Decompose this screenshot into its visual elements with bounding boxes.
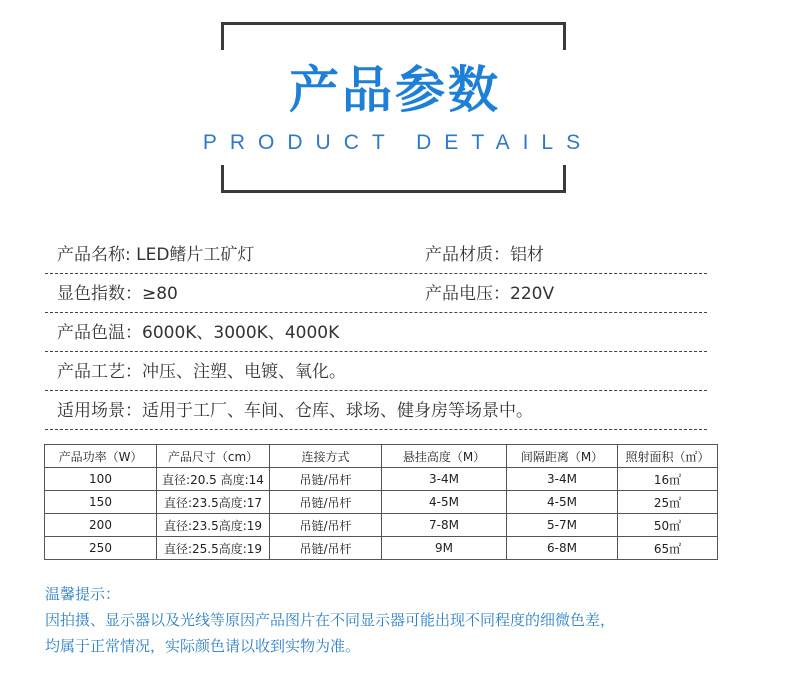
column-header-size: 产品尺寸（cm） [157,445,270,468]
spec-process: 产品工艺：冲压、注塑、电镀、氧化。 [57,362,346,382]
table-cell: 25㎡ [618,491,718,514]
column-header-hanging-height: 悬挂高度（M） [382,445,507,468]
table-cell: 3-4M [507,468,618,491]
spec-application: 适用场景：适用于工厂、车间、仓库、球场、健身房等场景中。 [57,401,533,421]
table-cell: 直径:25.5高度:19 [157,537,270,560]
spec-material: 产品材质：铝材 [425,245,544,265]
table-cell: 150 [45,491,157,514]
spec-voltage: 产品电压：220V [425,284,555,304]
table-row [45,468,718,491]
column-header-spacing: 间隔距离（M） [507,445,618,468]
spec-row [45,314,707,352]
table-row [45,491,718,514]
spec-color-temperature: 产品色温：6000K、3000K、4000K [57,323,340,343]
page-subtitle: PRODUCT DETAILS [202,131,594,154]
table-row [45,537,718,560]
column-header-area: 照射面积（㎡） [618,445,718,468]
table-cell: 吊链/吊杆 [270,537,382,560]
table-header-row [45,445,718,468]
table-cell: 5-7M [507,514,618,537]
table-row [45,514,718,537]
spec-row [45,353,707,391]
spec-product-name: 产品名称: LED鳍片工矿灯 [57,245,255,265]
table-cell: 100 [45,468,157,491]
page-title: 产品参数 [289,61,501,119]
table-cell: 50㎡ [618,514,718,537]
table-cell: 直径:23.5高度:19 [157,514,270,537]
title-frame-bottom [221,165,566,193]
spec-row [45,236,707,274]
table-cell: 3-4M [382,468,507,491]
table-cell: 4-5M [382,491,507,514]
table-cell: 6-8M [507,537,618,560]
table-cell: 直径:23.5高度:17 [157,491,270,514]
tip-line: 因拍摄、显示器以及光线等原因产品图片在不同显示器可能出现不同程度的细微色差， [45,611,616,629]
table-cell: 250 [45,537,157,560]
column-header-power: 产品功率（W） [45,445,157,468]
table-cell: 9M [382,537,507,560]
table-cell: 吊链/吊杆 [270,468,382,491]
column-header-connection: 连接方式 [270,445,382,468]
parameter-table [44,444,718,560]
table-cell: 200 [45,514,157,537]
table-cell: 吊链/吊杆 [270,514,382,537]
table-cell: 吊链/吊杆 [270,491,382,514]
tip-line: 均属于正常情况，实际颜色请以收到实物为准。 [45,637,361,655]
tip-heading: 温馨提示： [45,585,121,603]
table-cell: 4-5M [507,491,618,514]
table-cell: 65㎡ [618,537,718,560]
title-frame-top [221,22,566,50]
table-cell: 7-8M [382,514,507,537]
table-cell: 16㎡ [618,468,718,491]
spec-row [45,392,707,430]
spec-cri: 显色指数：≥80 [57,284,178,304]
spec-row [45,275,707,313]
table-cell: 直径:20.5 高度:14 [157,468,270,491]
